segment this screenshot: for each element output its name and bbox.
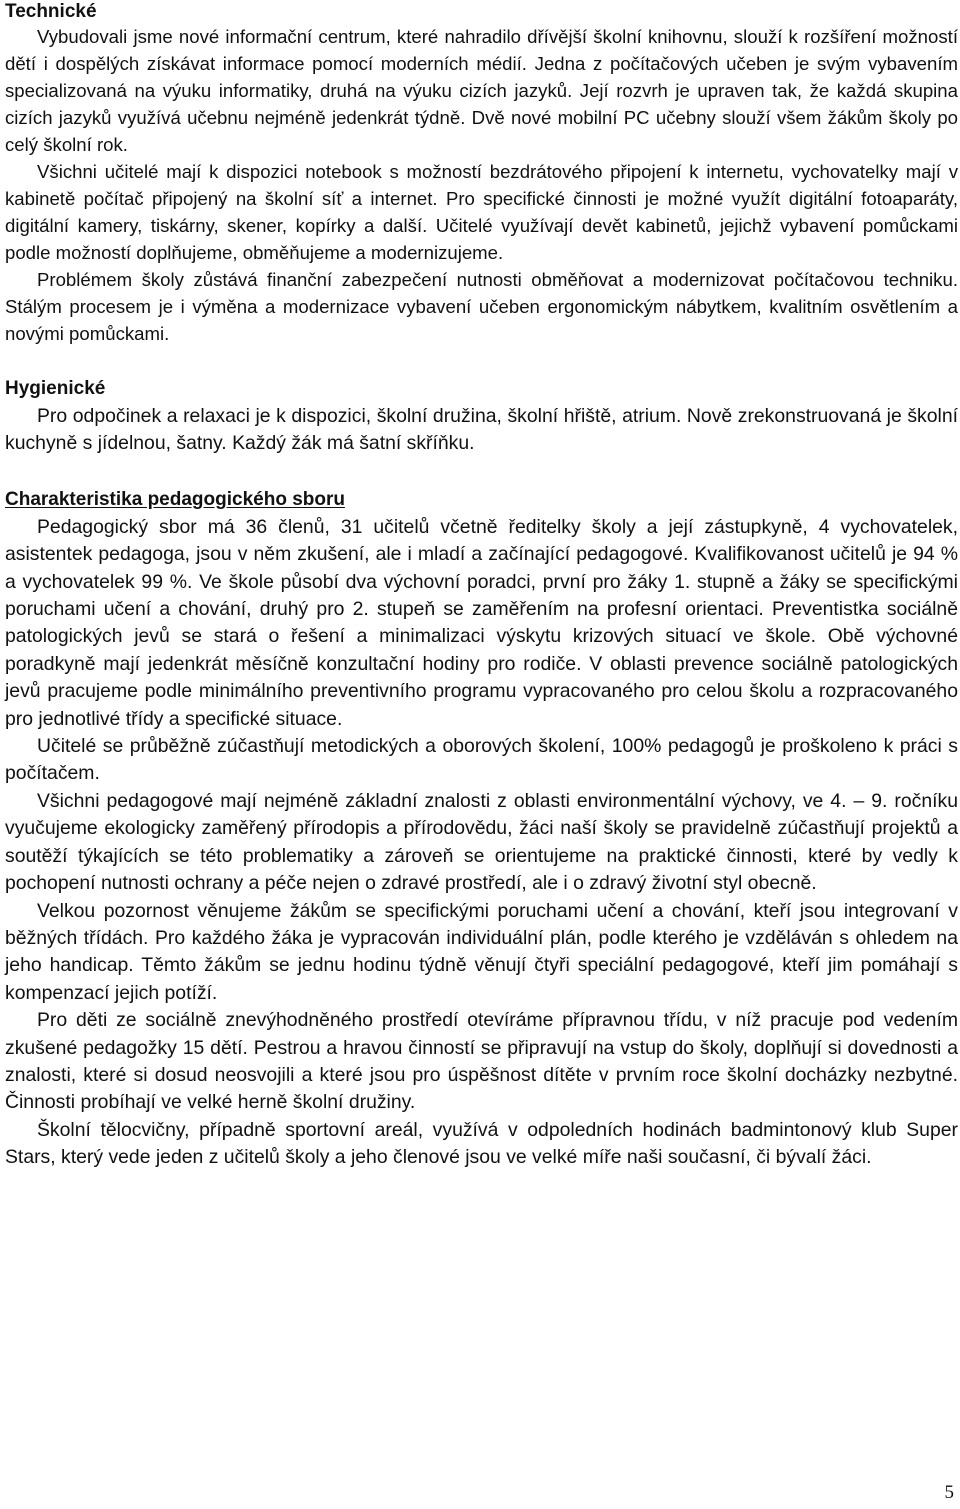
paragraph: Pro odpočinek a relaxaci je k dispozici, školní družina, školní hřiště, atrium. Nově zrekonstruovaná je školní kuchyně s jídelnou, šatny. Každý žák má šatní skříňku. [5, 405, 958, 455]
section-hygienicke [5, 377, 958, 458]
document-page [5, 0, 958, 1172]
paragraph: Školní tělocvičny, případně sportovní areál, využívá v odpoledních hodinách badmintonový klub Super Stars, který vede jeden z učitelů školy a jeho členové jsou ve velké míře naši současní, či bývalí žáci. [5, 1118, 958, 1169]
paragraph: Pro děti ze sociálně znevýhodněného prostředí otevíráme přípravnou třídu, v níž pracuje pod vedením zkušené pedagožky 15 dětí. Pestrou a hravou činností se připravují na vstup do školy, doplňují si dovednosti a znalosti, které si dosud neosvojili a které jsou pro úspěšnost dítěte v prvním roce školní docházky nezbytné. Činnosti probíhají ve velké herně školní družiny. [5, 1009, 958, 1114]
page-number: 5 [944, 1482, 954, 1503]
paragraph: Všichni pedagogové mají nejméně základní znalosti z oblasti environmentální výchovy, ve 4. – 9. ročníku vyučujeme ekologicky zaměřený přírodopis a přírodovědu, žáci naší školy se pravidelně zúčastňují projektů a soutěží týkajících se této problematiky a zároveň se orientujeme na praktické činnosti, které by vedly k pochopení nutnosti ochrany a péče nejen o zdravé prostředí, ale i o zdravý životní styl obecně. [5, 789, 958, 895]
section-heading-hygienicke: Hygienické [5, 378, 106, 399]
section-technicke [5, 0, 958, 347]
paragraph: Všichni učitelé mají k dispozici notebook s možností bezdrátového připojení k internetu, vychovatelky mají v kabinetě počítač připojený na školní síť a internet. Pro specifické činnosti je možné využít digitální fotoaparáty, digitální kamery, tiskárny, skener, kopírky a další. Učitelé využívají devět kabinetů, jejichž vybavení pomůckami podle možností doplňujeme, obměňujeme a modernizujeme. [5, 161, 958, 263]
paragraph: Problémem školy zůstává finanční zabezpečení nutnosti obměňovat a modernizovat počítačovou techniku. Stálým procesem je i výměna a modernizace vybavení učeben ergonomickým nábytkem, kvalitním osvětlením a novými pomůckami. [5, 269, 958, 344]
paragraph: Pedagogický sbor má 36 členů, 31 učitelů včetně ředitelky školy a její zástupkyně, 4 vychovatelek, asistentek pedagoga, jsou v něm zkušení, ale i mladí a začínající pedagogové. Kvalifikovanost učitelů je 94 % a vychovatelek 99 %. Ve škole působí dva výchovní poradci, první pro žáky 1. stupně a žáky se specifickými poruchami učení a chování, druhý pro 2. stupeň se zaměřením na profesní orientaci. Preventistka sociálně patologických jevů se stará o řešení a minimalizaci výskytu krizových situací ve škole. Obě výchovné poradkyně mají jedenkrát měsíčně konzultační hodiny pro rodiče. V oblasti prevence sociálně patologických jevů pracujeme podle minimálního preventivního programu vypracovaného pro celou školu a rozpracovaného pro jednotlivé třídy a specifické situace. [5, 515, 958, 730]
section-charakteristika [5, 488, 958, 1172]
paragraph: Učitelé se průběžně zúčastňují metodických a oborových školení, 100% pedagogů je proškoleno k práci s počítačem. [5, 735, 958, 785]
section-heading-charakteristika: Charakteristika pedagogického sboru [5, 488, 345, 510]
section-heading-technicke: Technické [5, 1, 97, 22]
paragraph: Velkou pozornost věnujeme žákům se specifickými poruchami učení a chování, kteří jsou integrovaní v běžných třídách. Pro každého žáka je vypracován individuální plán, podle kterého je vzděláván s ohledem na jeho handicap. Těmto žákům se jednu hodinu týdně věnují čtyři speciální pedagogové, kteří jim pomáhají s kompenzací jejich potíží. [5, 899, 958, 1004]
paragraph: Vybudovali jsme nové informační centrum, které nahradilo dřívější školní knihovnu, slouží k rozšíření možností dětí i dospělých získávat informace pomocí moderních médií. Jedna z počítačových učeben je svým vybavením specializovaná na výuku informatiky, druhá na výuku cizích jazyků. Její rozvrh je upraven tak, že každá skupina cizích jazyků využívá učebnu nejméně jedenkrát týdně. Dvě nové mobilní PC učebny slouží všem žákům školy po celý školní rok. [5, 26, 958, 155]
